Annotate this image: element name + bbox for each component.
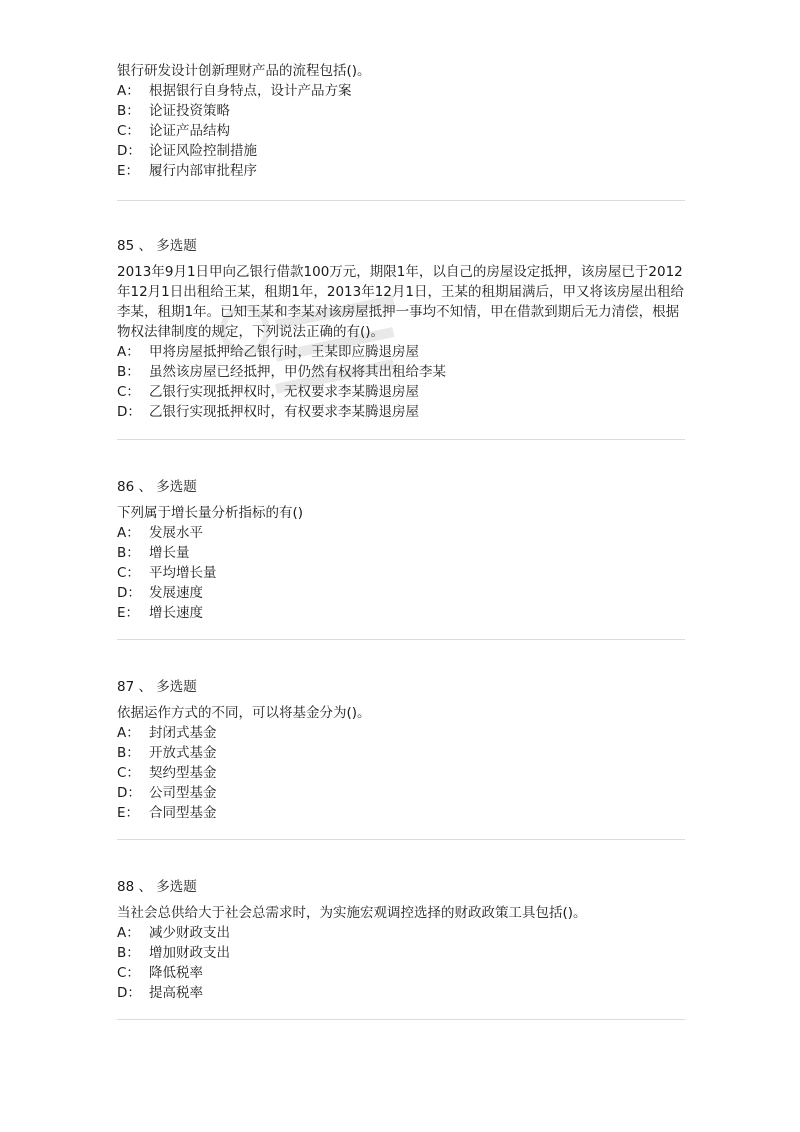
option-d [117,402,687,422]
option-text: 提高税率 [149,985,203,1001]
option-label: E： [117,805,140,821]
option-label: E： [117,605,140,621]
option-text: 虽然该房屋已经抵押，甲仍然有权将其出租给李某 [149,364,446,380]
option-a [117,81,687,101]
option-text: 降低税率 [149,965,203,981]
option-label: D： [117,985,141,1001]
divider [117,200,685,201]
option-label: A： [117,925,140,941]
option-label: B： [117,364,140,380]
question-header: 88 、 多选题 [117,879,197,895]
question-84 [117,61,687,181]
option-label: D： [117,404,141,420]
question-85 [117,236,687,422]
question-text: 2013年9月1日甲向乙银行借款100万元，期限1年，以自己的房屋设定抵押，该房屋已于2012年12月1日出租给王某，租期1年，2013年12月1日，王某的租期届满后，甲又将该房屋出租给李某，租期1年。已知王某和李某对该房屋抵押一事均不知情，甲在借款到期后无力清偿，根据物权法律制度的规定，下列说法正确的有()。 [117,264,684,340]
option-text: 论证投资策略 [149,103,230,119]
option-text: 根据银行自身特点，设计产品方案 [149,83,352,99]
option-text: 减少财政支出 [149,925,230,941]
option-label: C： [117,384,140,400]
option-c [117,121,687,141]
option-d [117,141,687,161]
option-label: B： [117,745,140,761]
option-text: 增加财政支出 [149,945,230,961]
option-text: 封闭式基金 [149,725,217,741]
option-label: B： [117,545,140,561]
option-label: A： [117,344,140,360]
option-label: A： [117,525,140,541]
option-text: 增长量 [149,545,190,561]
option-d [117,583,687,603]
question-header: 85 、 多选题 [117,238,197,254]
option-c [117,963,687,983]
option-text: 契约型基金 [149,765,217,781]
option-text: 履行内部审批程序 [149,163,257,179]
option-label: A： [117,725,140,741]
question-87 [117,677,687,823]
option-text: 甲将房屋抵押给乙银行时，王某即应腾退房屋 [149,344,419,360]
option-text: 论证产品结构 [149,123,230,139]
option-label: B： [117,945,140,961]
option-b [117,362,687,382]
divider [117,439,685,440]
option-label: C： [117,965,140,981]
divider [117,1019,685,1020]
option-label: D： [117,585,141,601]
option-label: C： [117,123,140,139]
option-a [117,923,687,943]
option-label: D： [117,785,141,801]
option-c [117,763,687,783]
option-b [117,943,687,963]
option-label: C： [117,565,140,581]
option-text: 论证风险控制措施 [149,143,257,159]
option-label: A： [117,83,140,99]
option-e [117,803,687,823]
question-text: 银行研发设计创新理财产品的流程包括()。 [117,63,371,79]
option-a [117,523,687,543]
option-label: E： [117,163,140,179]
option-label: B： [117,103,140,119]
option-b [117,543,687,563]
question-86 [117,477,687,623]
option-label: D： [117,143,141,159]
option-d [117,983,687,1003]
question-text: 当社会总供给大于社会总需求时，为实施宏观调控选择的财政政策工具包括()。 [117,905,587,921]
option-text: 发展速度 [149,585,203,601]
option-c [117,563,687,583]
question-header: 87 、 多选题 [117,679,197,695]
option-e [117,603,687,623]
option-text: 平均增长量 [149,565,217,581]
question-text: 依据运作方式的不同，可以将基金分为()。 [117,705,371,721]
divider [117,839,685,840]
option-text: 乙银行实现抵押权时，无权要求李某腾退房屋 [149,384,419,400]
option-c [117,382,687,402]
option-text: 合同型基金 [149,805,217,821]
divider [117,639,685,640]
option-a [117,342,687,362]
question-text: 下列属于增长量分析指标的有() [117,505,304,521]
option-text: 公司型基金 [149,785,217,801]
option-label: C： [117,765,140,781]
question-88 [117,877,687,1003]
question-header: 86 、 多选题 [117,479,197,495]
option-d [117,783,687,803]
option-b [117,101,687,121]
option-text: 开放式基金 [149,745,217,761]
option-text: 发展水平 [149,525,203,541]
option-text: 增长速度 [149,605,203,621]
option-text: 乙银行实现抵押权时，有权要求李某腾退房屋 [149,404,419,420]
option-b [117,743,687,763]
option-e [117,161,687,181]
option-a [117,723,687,743]
